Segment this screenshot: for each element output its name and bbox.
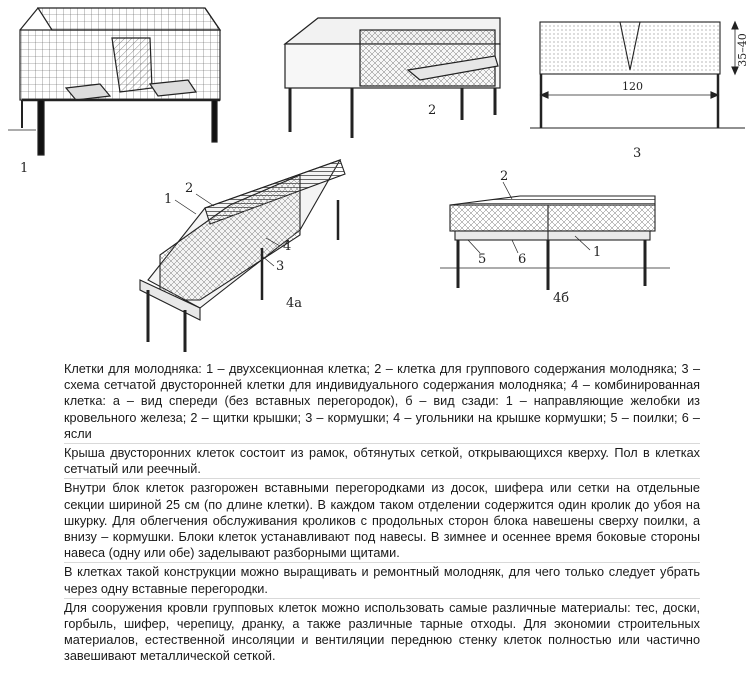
figure-3-width-dimension: 120 bbox=[622, 80, 643, 93]
paragraph-roof: Крыша двусторонних клеток состоит из рамок, обтянутых сеткой, открывающихся кверху. Пол в клетках сетчатый или реечный. bbox=[64, 446, 700, 477]
figure-2-group-cage bbox=[285, 18, 500, 138]
divider bbox=[64, 598, 700, 599]
figure-4a-callout-3: 3 bbox=[276, 259, 285, 274]
figure-4b-rear-view bbox=[440, 182, 670, 290]
figure-1-label: 1 bbox=[20, 161, 29, 176]
paragraph-replacement-stock: В клетках такой конструкции можно выращивать и ремонтный молодняк, для чего только следует убрать через одну вставные перегородки. bbox=[64, 565, 700, 596]
figure-4b-callout-1: 1 bbox=[593, 245, 602, 260]
figure-4a-front-view bbox=[140, 160, 345, 352]
figure-4a-callout-2: 2 bbox=[185, 181, 194, 196]
figure-4b-callout-5: 5 bbox=[478, 252, 487, 267]
divider bbox=[64, 562, 700, 563]
figure-4a-callout-1: 1 bbox=[164, 192, 173, 207]
figure-4b-callout-6: 6 bbox=[518, 252, 527, 267]
figure-2-label: 2 bbox=[428, 103, 437, 118]
figure-4a-label: 4а bbox=[286, 296, 303, 311]
divider bbox=[64, 478, 700, 479]
figure-4a-callout-4: 4 bbox=[283, 239, 292, 254]
paragraph-roof-materials: Для сооружения кровли групповых клеток можно использовать самые различные материалы: тес, доски, горбыль, шифер, черепицу, дранку, а также различные тарные отходы. Для экономии строительных материалов, естественной инсоляции и вентиляции переднюю стенку клеток полностью или частично завешивают металлической сеткой. bbox=[64, 600, 700, 664]
figure-3-schematic bbox=[530, 22, 745, 128]
figure-3-height-dimension: 35–40 bbox=[736, 33, 749, 67]
divider bbox=[64, 443, 700, 444]
figure-4b-callout-2: 2 bbox=[500, 169, 509, 184]
figure-1-two-section-cage bbox=[8, 8, 220, 155]
article-text bbox=[64, 361, 700, 665]
figure-3-label: 3 bbox=[633, 146, 642, 161]
figure-caption: Клетки для молодняка: 1 – двухсекционная клетка; 2 – клетка для группового содержания молодняка; 3 – схема сетчатой двусторонней клетки для индивидуального содержания молодняка; 4 – комбинированная клетка: а – вид спереди (без вставных перегородок), б – вид сзади: 1 – направляющие желобки из кровельного железа; 2 – щитки крышки; 3 – кормушки; 4 – угольники на крышке кормушки; 5 – поилки; 6 – ясли bbox=[64, 362, 700, 441]
figure-4b-label: 4б bbox=[553, 291, 570, 306]
paragraph-partitions: Внутри блок клеток разгорожен вставными перегородками из досок, шифера или сетки на отдельные секции шириной 25 см (по длине клетки). В каждом таком отделении содержится один кролик до убоя на шкурку. Для облегчения обслуживания кроликов с продольных сторон блока навешены сверху поилки, а внизу – кормушки. Блоки клеток устанавливают под навесы. В зимнее и осеннее время боковые стороны навеса (одну или обе) заделывают разборными щитами. bbox=[64, 481, 700, 561]
